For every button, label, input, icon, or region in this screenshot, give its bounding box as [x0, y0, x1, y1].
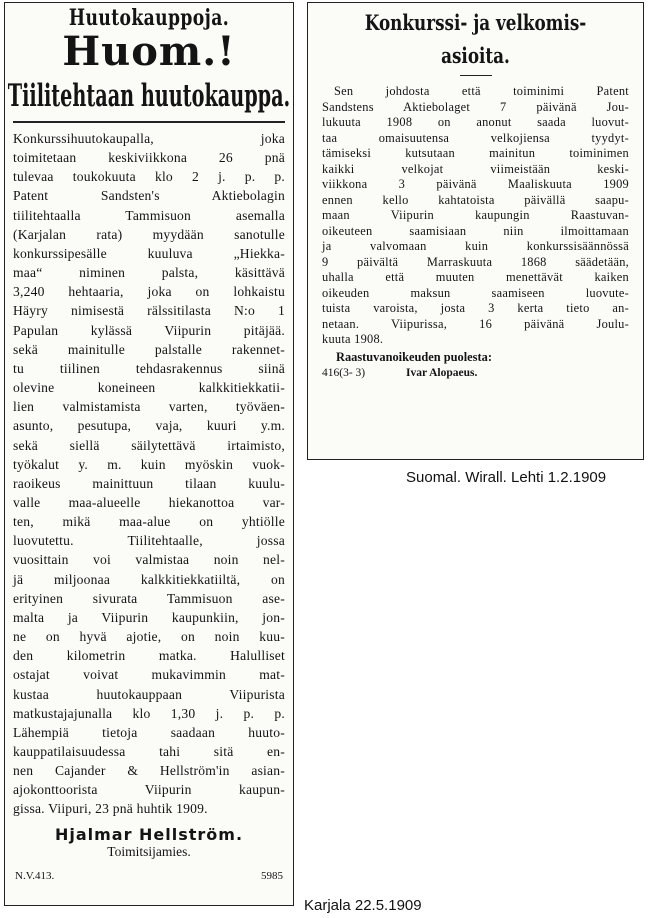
right-heading-line1: Konkurssi- ja velkomis- — [364, 10, 587, 35]
left-body-line: 3,240 hehtaaria, joka on lohkaistu — [13, 284, 285, 300]
left-body-line: (Karjalan rata) myydään sanotulle — [13, 226, 285, 242]
left-body-line: lien valmistamista varten, työväen- — [13, 399, 285, 415]
left-body-text — [13, 129, 285, 819]
left-body-line: ten, mikä maa-alue on yhtiölle — [13, 514, 285, 530]
right-divider — [460, 75, 492, 76]
right-newspaper-clipping — [307, 2, 644, 460]
right-heading-line2: asioita. — [441, 43, 510, 68]
left-body-line: tu tiilinen tehdasrakennus siinä — [13, 360, 285, 376]
left-newspaper-clipping — [4, 2, 294, 906]
left-body-line: tiilitehtaalla Tammisuon asemalla — [13, 207, 285, 223]
right-body-line: maan Viipurin kaupungin Raastuvan- — [322, 208, 629, 222]
right-body-line: Sandstens Aktiebolaget 7 päivänä Jou- — [322, 99, 629, 114]
left-body-line: Patent Sandsten's Aktiebolagin — [13, 188, 285, 204]
caption-left-source: Karjala 22.5.1909 — [304, 897, 422, 914]
left-body-line: ajokonttoorista Viipurin kaupun- — [13, 782, 285, 798]
right-body-line: Sen johdosta että toiminimi Patent — [334, 84, 629, 98]
left-body-line: Lähempiä tietoja saadaan huuto- — [13, 724, 285, 740]
left-body-line: olevine koneineen kalkkitiekkatii- — [13, 380, 285, 396]
right-body-line: oikeuteen saamisiaan niin ilmoittamaan — [322, 223, 629, 238]
left-body-line: nen Cajander & Hellström'in asian- — [13, 763, 285, 779]
left-body-line: gissa. Viipuri, 23 pnä huhtik 1909. — [13, 801, 208, 817]
left-body-line: luovutettu. Tiilitehtaalle, jossa — [13, 533, 285, 549]
left-body-line: asunto, pesutupa, vaja, kuuri y.m. — [13, 418, 285, 434]
right-sign-ref: 416(3- 3) — [322, 366, 366, 379]
right-body-line: ja valvomaan kuin konkurssisäännössä — [322, 239, 629, 253]
left-body-line: Konkurssihuutokaupalla, joka — [13, 131, 285, 146]
right-body-line: viikkona 3 päivänä Maaliskuuta 1909 — [322, 177, 629, 191]
right-body-line: kuuta 1908. — [322, 332, 384, 346]
left-body-line: sekä mainitulle palstalle rakennet- — [13, 341, 285, 357]
left-body-line: Papulan kylässä Viipurin pitäjää. — [13, 322, 285, 338]
left-body-line: Häyry nimisestä rälssitilasta N:o 1 — [13, 303, 285, 319]
left-body-line: den kilometrin matka. Halulliset — [13, 648, 285, 664]
left-signature-title: Toimitsijamies. — [107, 843, 191, 859]
left-footer-ref: N.V.413. — [15, 869, 55, 882]
left-body-line: tulevaa toukokuuta klo 2 j. p. p. — [13, 169, 285, 185]
left-divider — [13, 121, 285, 123]
left-body-line: sekä siellä säilytettävä irtaimisto, — [13, 437, 285, 453]
left-signature: Hjalmar Hellström. — [54, 824, 244, 844]
left-body-line: konkurssipesälle kuuluva „Hiekka- — [13, 245, 285, 261]
left-body-line: raoikeus mainittuun tilaan kuulu- — [13, 475, 285, 491]
right-sign-name: Ivar Alopaeus. — [406, 366, 478, 379]
left-attention-heading: Huom.! — [62, 28, 236, 75]
right-body-line: netaan. Viipurissa, 16 päivänä Joulu- — [322, 316, 629, 331]
left-body-line: erityinen sivurata Tammisuon ase- — [13, 590, 285, 606]
right-body-line: uhalla että muuten menettävät kaiken — [322, 270, 629, 284]
left-section-heading: Huutokauppoja. — [68, 5, 230, 31]
left-body-line: ne on hyvä ajotie, on noin kuu- — [13, 629, 285, 645]
left-body-line: työkalut y. m. kuin myöskin vuok- — [13, 456, 285, 472]
left-auction-title: Tiilitehtaan huutokauppa. — [7, 78, 291, 114]
left-body-line: ostajat voivat mukavimmin mat- — [13, 667, 285, 683]
right-body-line: taa omaisuutensa velkojiensa tyydyt- — [322, 130, 629, 145]
right-sign-heading: Raastuvanoikeuden puolesta: — [336, 349, 492, 364]
right-body-line: oikeuden maksun saamiseen luovute- — [322, 285, 629, 300]
left-body-line: matkustajajunalla klo 1,30 j. p. p. — [13, 705, 285, 721]
left-body-line: vuosittain voi valmistaa noin nel- — [13, 552, 285, 568]
right-body-line: 9 päivältä Marraskuuta 1868 säädetään, — [322, 254, 629, 269]
right-body-line: tuista varoista, josta 3 kerta tieto an- — [322, 301, 629, 315]
right-body-line: ennen kello kahtatoista päivällä saapu- — [322, 192, 629, 207]
left-body-line: valle maa-alueelle hiekanottoa var- — [13, 494, 285, 510]
left-footer-number: 5985 — [261, 869, 283, 882]
left-body-line: jä miljoonaa kalkkitiekkatiiltä, on — [13, 571, 285, 587]
right-body-line: tämiseksi kutsutaan mainitun toiminimen — [322, 146, 629, 160]
left-body-line: kustaa huutokauppaan Viipurista — [13, 686, 285, 702]
right-body-line: kaikki velkojat viimeistään keski- — [322, 161, 629, 176]
right-body-text — [322, 84, 629, 348]
right-sign-row — [322, 367, 629, 379]
left-body-line: kauppatilaisuudessa tahi sitä en- — [13, 744, 285, 759]
left-body-line: malta ja Viipurin kaupunkiin, jon- — [13, 609, 285, 625]
left-body-line: toimitetaan keskiviikkona 26 pnä — [13, 150, 285, 166]
left-footer — [15, 870, 283, 882]
caption-right-source: Suomal. Wirall. Lehti 1.2.1909 — [406, 469, 607, 486]
left-body-line: maa“ niminen palsta, käsittävä — [13, 265, 285, 281]
right-body-line: lukuuta 1908 on anonut saada luovut- — [322, 115, 629, 129]
